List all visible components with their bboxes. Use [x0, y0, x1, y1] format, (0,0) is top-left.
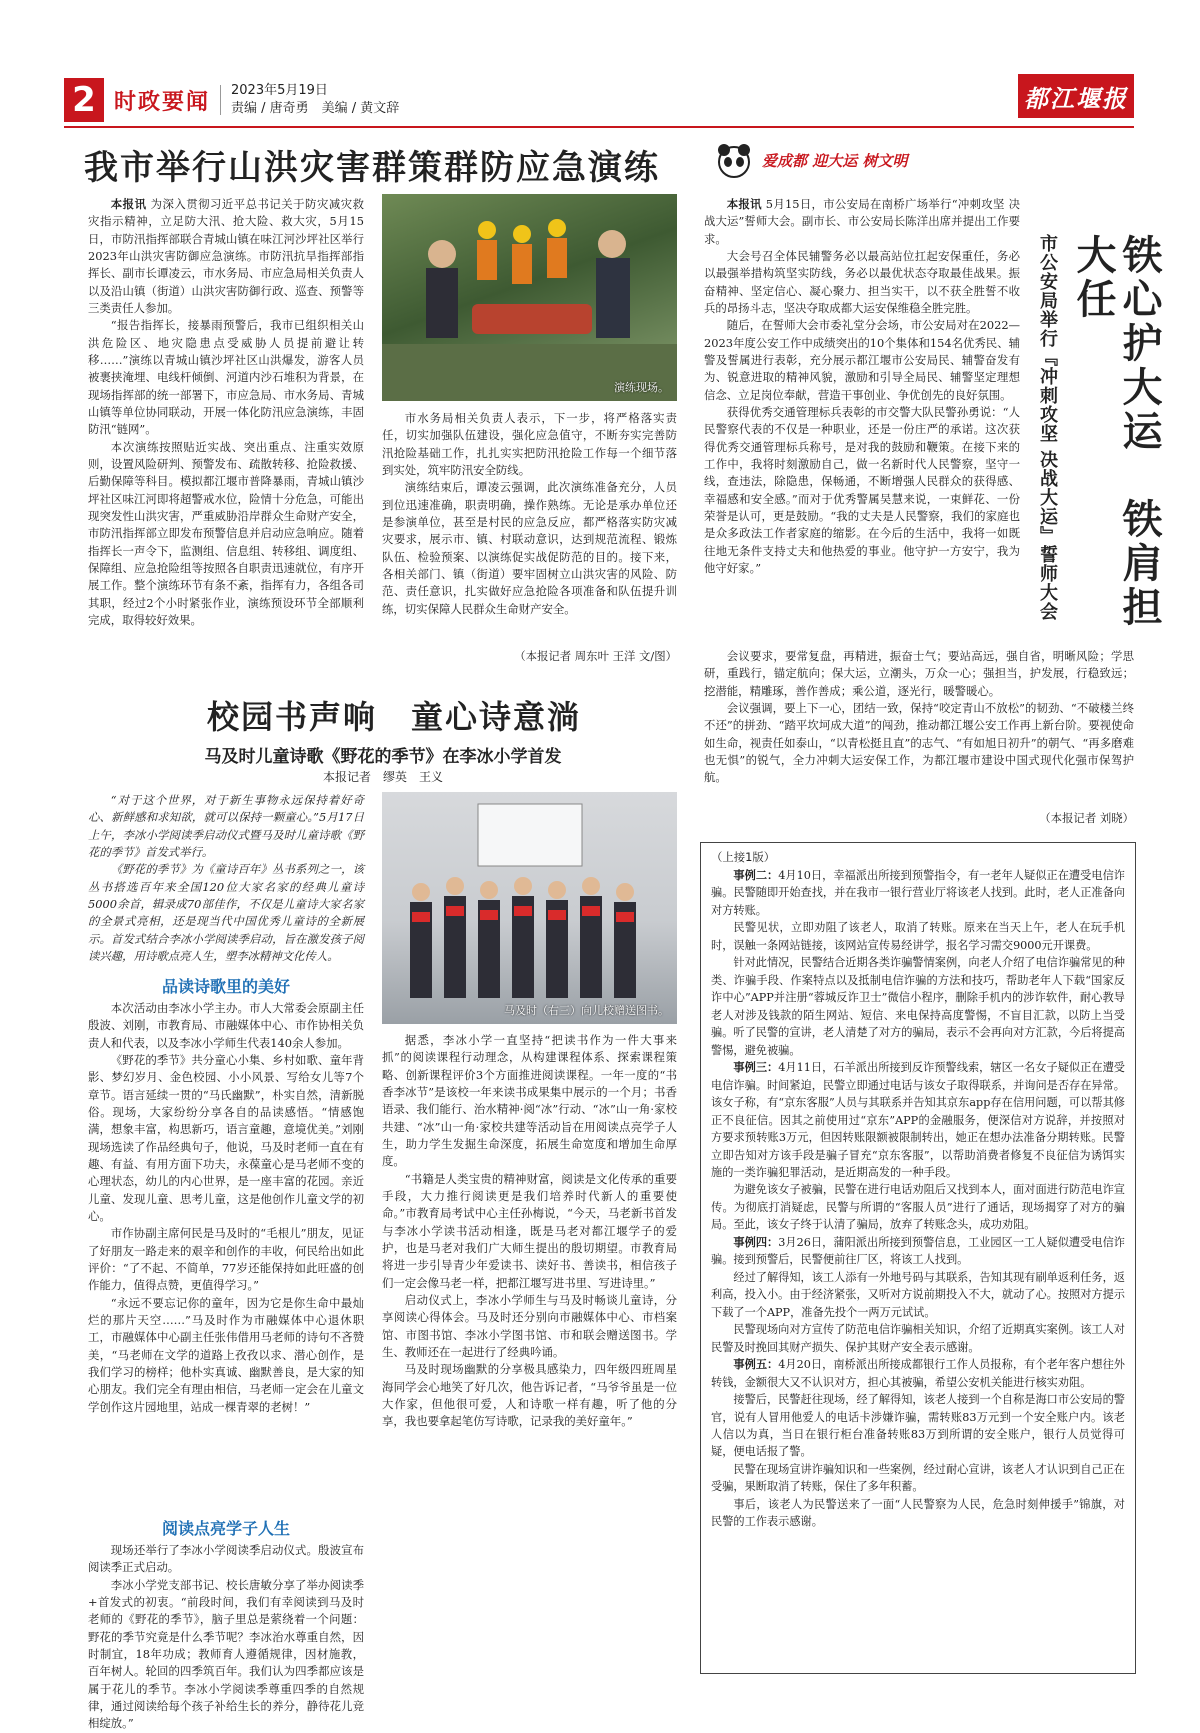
paragraph: 本次演练按照贴近实战、突出重点、注重实效原则，设置风险研判、预警发布、疏散转移、抢险救援、后勤保障等科目。模拟都江堰市普降暴雨，青城山镇沙坪社区味江河即将超警戒水位，险情十分危急，可能出现突发性山洪灾害，严重威胁沿岸群众生命财产安全，市防汛指挥部立即发布预警信息并启动应急响应。随着指挥长一声令下，监测组、信息组、转移组、调度组、保障组、应急抢险组等按照各自职责迅速就位，有序开展工作。整个演练环节有条不紊，指挥有力，各组各司其职，经过2个小时紧张作业，演练预设环节全部顺利完成，取得较好效果。 — [88, 439, 364, 627]
paragraph-text: 5月15日，市公安局在南桥广场举行“冲刺攻坚 决战大运”誓师大会。副市长、市公安局长陈洋出席并提出工作要求。 — [704, 197, 1020, 246]
case-item: 事例四：3月26日，蒲阳派出所接到预警信息，工业园区一工人疑似遭受电信诈骗。接到预警后，民警便前往厂区，将该工人找到。 — [711, 1234, 1125, 1267]
article3-intro — [88, 792, 364, 965]
continuation-box — [700, 842, 1136, 1674]
campaign-banner — [712, 140, 962, 180]
issue-date: 2023年5月19日 — [231, 83, 328, 99]
section-title: 时政要闻 — [114, 89, 211, 115]
paragraph-text: 为深入贯彻习近平总书记关于防灾减灾救灾指示精神，立足防大汛、抢大险、救大灾，5月15日，市防汛指挥部联合青城山镇在味江河沙坪社区举行2023年山洪灾害防御应急演练。市防汛抗旱指挥部指挥长、副市长谭凌云，市水务局、市应急局相关负责人以及沿山镇（街道）山洪灾害防御行政、巡查、预警等三类责任人参加。 — [88, 197, 364, 315]
ceremony-photo — [382, 792, 677, 1024]
article1-col1 — [88, 196, 364, 629]
article1-title: 我市举行山洪灾害群策群防应急演练 — [84, 148, 660, 188]
rescue-scene-illustration — [382, 194, 677, 401]
article3-col1b — [88, 1542, 364, 1733]
subheading: 品读诗歌里的美好 — [161, 977, 290, 996]
article1-credit: （本报记者 周东叶 王洋 文/图） — [514, 649, 677, 663]
subheading: 阅读点亮学子人生 — [161, 1519, 290, 1538]
paragraph: 随后，在誓师大会市委礼堂分会场，市公安局对在2022—2023年度公安工作中成绩突出的10个集体和154名优秀民、辅警及誓属进行表彰，充分展示都江堰市公安局民、辅警奋发有为、锐意进取的精神风貌，激励和引导全局民、辅警坚定理想信念、立足岗位奉献，营造干事创业、争优创先的良好氛围。 — [704, 318, 1020, 402]
paragraph: “报告指挥长，接暴雨预警后，我市已组织相关山洪危险区、地灾隐患点受威胁人员提前避让转移……”演练以青城山镇沙坪社区山洪爆发，游客人员被裹挟淹埋、电线杆倾倒、河道内沙石堆积为背景，在现场指挥部的统一部署下，市应急局、市水务局、青城山镇等单位协同联动，开展一体化防汛应急演练，丰固防汛“链网”。 — [88, 318, 364, 437]
ceremony-scene-illustration — [382, 792, 677, 1024]
article2-credit: （本报记者 刘晓） — [1039, 811, 1134, 825]
newspaper-logo: 都江堰报 — [1018, 74, 1134, 118]
paragraph: 市作协副主席何民是马及时的“毛根儿”朋友，见证了好朋友一路走来的艰辛和创作的丰收，何民给出如此评价：“了不起、不简单，77岁还能保持如此旺盛的创作能力，值得点赞，更值得学习。” — [88, 1226, 364, 1293]
page-number: 2 — [64, 78, 104, 122]
paragraph: “书籍是人类宝贵的精神财富，阅读是文化传承的重要手段，大力推行阅读更是我们培养时代新人的重要使命。”市教育局考试中心主任孙梅说，“今天，马老新书首发与李冰小学读书活动相逢，既是马老对都江堰学子的爱护，也是马老对我们广大师生提出的殷切期望。市教育局将进一步引导青少年爱读书、读好书、善读书，相信孩子们一定会像马老一样，把都江堰写进书里、写进诗里。” — [382, 1171, 677, 1290]
panda-mascot-icon — [712, 140, 756, 180]
drill-photo — [382, 194, 677, 401]
paragraph: 获得优秀交通管理标兵表彰的市交警大队民警孙勇说：“人民警察代表的不仅是一种职业，还是一份庄严的承诺。这次获得优秀交通管理标兵称号，是对我的鼓励和鞭策。在接下来的工作中，我将时刻激励自己，做一名新时代人民警察，坚守一线，查违法，除隐患，保畅通，不断增强人民群众的获得感、幸福感和安全感。”而对于优秀警属吴慧来说，一束鲜花、一份荣誉是认可，更是鼓励。“我的丈夫是人民警察，我们的家庭也是众多政法工作者家庭的缩影。在今后的生活中，我将一如既往地无条件支持丈夫和他热爱的事业。他守护一方安宁，我为他守好家。” — [704, 404, 1020, 575]
paragraph: 李冰小学党支部书记、校长唐敏分享了举办阅读季+首发式的初衷。“前段时间，我们有幸阅读到马及时老师的《野花的季节》，脑子里总是萦绕着一个问题：野花的季节究竟是什么季节呢？李冰治水尊重自然，因时制宜，18年功成；教师育人遵循规律，因材施教，百年树人。轮回的四季筑百年。我们认为四季都应该是属于花儿的季节。李冰小学阅读季尊重四季的自然规律，通过阅读给每个孩子补给生长的养分，静待花儿竞相绽放。” — [88, 1577, 364, 1731]
banner-text: 爱成都 迎大运 树文明 — [762, 151, 908, 170]
paragraph: 据悉，李冰小学一直坚持“把读书作为一件大事来抓”的阅读课程行动理念，从构建课程体系、探索课程策略、创新课程评价3个方面推进阅读课程。一年一度的“书香李冰节”是该校一年来读书成果集中展示的一个月；书香语录、我们能行、治水精神·阅“冰”行动、“冰”山一角·家校共建、“冰”山一角·家校共建等活动旨在用阅读点亮学子人生，助力学生发掘生命深度，拓展生命宽度和增加生命厚度。 — [382, 1033, 677, 1169]
case-item: 事例三：4月11日，石羊派出所接到反诈预警线索，辖区一名女子疑似正在遭受电信诈骗。时间紧迫，民警立即通过电话与该女子取得联系，并询问是否存在异常。该女子称，有“京东客服”人员与其联系并告知其京东app存在信用问题，可以帮其修正不良征信。因其之前使用过“京东”APP的金融服务，便深信对方说辞，并按照对方要求预转账3万元，但因转账限额被限制转出，她正在想办法准备分期转账。民警立即告知对方该手段是骗子冒充“京东客服”，以帮助消费者修复不良征信为诱饵实施的一类诈骗犯罪活动，是近期高发的一种手段。 — [711, 1060, 1125, 1179]
paragraph: 大会号召全体民辅警务必以最高站位扛起安保重任，务必以最强举措构筑坚实防线，务必以最优状态夺取最佳战果。振奋精神、坚定信心、凝心聚力、担当实干，以不获全胜誓不收兵的昂扬斗志，坚决夺取成都大运安保维稳全胜完胜。 — [704, 248, 1020, 315]
paragraph: 《野花的季节》为《童诗百年》丛书系列之一，该丛书搭选百年来全国120位大家名家的经典儿童诗5000余首，辑录成70部佳作，不仅是儿童诗大家名家的全景式亮相，还是现当代中国优秀儿童诗的全新展示。首发式结合李冰小学阅读季启动，旨在激发孩子阅读兴趣，用诗歌点亮人生，塑李冰精神文化传人。 — [88, 862, 364, 963]
article2-subtitle: 市公安局举行『冲刺攻坚 决战大运』誓师大会 — [1037, 234, 1058, 622]
continuation-label: （上接1版） — [711, 850, 776, 864]
paragraph: 马及时现场幽默的分享极具感染力，四年级四班周星海同学会心地笑了好几次，他告诉记者，“马爷爷虽是一位大作家，但他很可爱，人和诗歌一样有趣，听了他的分享，我也要拿起笔仿写诗歌，记录我的美好童年。” — [382, 1362, 677, 1429]
article2-title-a: 铁心护大运 — [1116, 234, 1163, 454]
article3-byline: 本报记者 缪英 王义 — [322, 770, 443, 784]
paragraph: 市水务局相关负责人表示，下一步，将严格落实责任，切实加强队伍建设，强化应急值守，不断夯实完善防汛抢险基础工作，扎扎实实把防汛抢险工作每一个细节落到实处，筑牢防汛安全防线。 — [382, 411, 677, 477]
article3-title: 校园书声响 童心诗意淌 — [206, 698, 581, 736]
paragraph: 会议要求，要常复盘，再精进，振奋士气；要站高远，强自省，明晰风险；学思研，重践行，锚定航向；保大运，立潮头，万众一心；强担当，护发展，行稳致远；挖潜能，精雕琢，善作善成；乘公道，逐光行，暖警暖心。 — [704, 649, 1134, 698]
paragraph: 演练结束后，谭凌云强调，此次演练准备充分，人员到位迅速准确，职责明确，操作熟练。无论是承办单位还是参演单位，甚至是村民的应急反应，都严格落实防灾减灾要求，展示市、镇、村联动意识，达到规范流程、锻炼队伍、检验预案、以演练促实战促防范的目的。接下来，各相关部门、镇（街道）要牢固树立山洪灾害的风险、防范、责任意识，扎实做好应急抢险各项准备和队伍提升训练，切实保障人民群众生命财产安全。 — [382, 480, 677, 616]
paragraph: “对于这个世界，对于新生事物永远保持着好奇心、新鲜感和求知欲，就可以保持一颗童心。”5月17日上午，李冰小学阅读季启动仪式暨马及时儿童诗歌《野花的季节》首发式举行。 — [88, 793, 364, 859]
paragraph: 接警后，民警赶往现场，经了解得知，该老人接到一个自称是海口市公安局的警官，说有人冒用他爱人的电话卡涉嫌诈骗，需转账83万元到一个安全账户内。该老人信以为真，当日在银行柜台准备转账83万到所谓的安全账户，银行人员觉得可疑，便电话报了警。 — [711, 1393, 1125, 1459]
case-item: 事例二：4月10日，幸福派出所接到预警指令，有一老年人疑似正在遭受电信诈骗。民警随即开始查找，并在我市一银行营业厅将该老人找到。此时，老人正准备向对方转账。 — [711, 868, 1125, 917]
paragraph — [88, 196, 364, 317]
header-rule — [64, 126, 1134, 128]
paragraph: 事后，该老人为民警送来了一面“人民警察为人民，危急时刻伸援手”锦旗，对民警的工作表示感谢。 — [711, 1497, 1125, 1529]
article3-subtitle: 马及时儿童诗歌《野花的季节》在李冰小学首发 — [204, 747, 562, 767]
photo-caption: 马及时（右三）向儿校赠送图书。 — [504, 1004, 669, 1017]
paragraph: 现场还举行了李冰小学阅读季启动仪式。殷波宣布阅读季正式启动。 — [88, 1543, 364, 1575]
article2-title — [1070, 234, 1162, 654]
article2-body-wide — [704, 648, 1134, 787]
lead-label: 本报讯 — [110, 197, 147, 211]
article2-body — [704, 196, 1020, 577]
paragraph: 为避免该女子被骗，民警在进行电话劝阻后又找到本人，面对面进行防范电诈宣传。为彻底打消疑虑，民警与所谓的“客服人员”进行了通话，现场揭穿了对方的骗局。至此，该女子终于认清了骗局，放弃了转账念头，成功劝阻。 — [711, 1183, 1125, 1232]
case-item: 事例五：4月20日，南桥派出所接成都银行工作人员报称，有个老年客户想往外转钱，金额很大又不认识对方，担心其被骗，希望公安机关能进行核实劝阻。 — [711, 1357, 1125, 1389]
editors: 责编 / 唐奇勇 美编 / 黄文辞 — [231, 101, 400, 116]
paragraph: 会议强调，要上下一心，团结一致，保持“咬定青山不放松”的韧劲、“不破楼兰终不还”的拼劲、“踏平坎坷成大道”的闯劲，推动都江堰公安工作再上新台阶。要视使命如生命，视责任如泰山，“以青松挺且直”的志气、“有如旭日初升”的朝气、“再多磨难也无惧”的锐气，全力冲刺大运安保工作，为都江堰市建设中国式现代化强市保驾护航。 — [704, 700, 1134, 785]
paragraph — [704, 196, 1020, 248]
case-list — [711, 867, 1125, 1531]
article3-col1 — [88, 1000, 364, 1416]
paragraph: 针对此情况，民警结合近期各类诈骗警情案例，向老人介绍了电信诈骗常见的种类、诈骗手段、作案特点以及抵制电信诈骗的方法和技巧，帮助老年人下载“国家反诈中心”APP并注册“蓉城反诈卫士”微信小程序，删除手机内的涉诈软件，耐心教导老人对涉及钱款的陌生网站、短信、来电保持高度警惕，不盲目汇款，以防上当受骗。听了民警的宣讲，老人清楚了对方的骗局，表示不会再向对方汇款，今后将提高警惕，避免被骗。 — [711, 956, 1125, 1057]
paragraph: 民警见状，立即劝阻了该老人，取消了转账。原来在当天上午，老人在玩手机时，误触一条网站链接，该网站宣传易经讲学，报名学习需交9000元开课费。 — [711, 921, 1125, 952]
paragraph: 民警现场向对方宣传了防范电信诈骗相关知识，介绍了近期真实案例。该工人对民警及时挽回其财产损失、保护其财产安全表示感谢。 — [711, 1323, 1125, 1354]
divider — [220, 85, 221, 115]
article2-title-b: 铁肩担大任 — [1070, 234, 1163, 630]
paragraph: 经过了解得知，该工人添有一外地号码与其联系，告知其现有刷单返利任务，返利高，投入小。由于经济紧张，又听对方说前期投入不大，就动了心。按照对方提示下载了一个APP，准备先投个一两万元试试。 — [711, 1270, 1125, 1319]
paragraph: “永远不要忘记你的童年，因为它是你生命中最灿烂的那片天空……”马及时作为市融媒体中心退休职工，市融媒体中心副主任张伟借用马老师的诗句不吝赞美，“马老师在文学的道路上孜孜以求、潜心创作，是我们学习的榜样；他朴实真诚、幽默善良，是大家的知心朋友。我们完全有理由相信，马老师一定会在儿童文学创作这片园地里，站成一棵青翠的老树！” — [88, 1295, 364, 1414]
article1-col2 — [382, 410, 677, 618]
page-header — [64, 78, 399, 122]
paragraph: 启动仪式上，李冰小学师生与马及时畅谈儿童诗，分享阅读心得体会。马及时还分别向市融媒体中心、市档案馆、市图书馆、李冰小学图书馆、市和联会赠送图书。学生、教师还在一起进行了经典吟诵。 — [382, 1292, 677, 1359]
paragraph: 民警在现场宣讲诈骗知识和一些案例，经过耐心宣讲，该老人才认识到自己正在受骗，果断取消了转账，保住了多年积蓄。 — [711, 1462, 1125, 1494]
photo-caption: 演练现场。 — [614, 381, 669, 394]
article3-col2 — [382, 1032, 677, 1431]
paragraph: 《野花的季节》共分童心小集、乡村如歌、童年背影、梦幻岁月、金色校园、小小风景、写给女儿等7个章节。语言延续一贯的“马氏幽默”，朴实自然，清新脱俗。现场，大家纷纷分享各自的品读感悟。“情感饱满，想象丰富，构思新巧，语言童趣，意境优美。”刘刚现场选读了作品经典句子，他说，马及时老师一直在有趣、有益、有用方面下功夫，永葆童心是马老师不变的心理状态，幼儿的内心世界，是一座丰富的花园。亲近儿童、发现儿童、思考儿童，这是他创作儿童文学的初心。 — [88, 1052, 364, 1223]
header-meta — [231, 82, 399, 117]
lead-label: 本报讯 — [726, 197, 762, 211]
paragraph: 本次活动由李冰小学主办。市人大常委会原副主任殷波、刘刚，市教育局、市融媒体中心、市作协相关负责人和代表，以及李冰小学师生代表140余人参加。 — [88, 1001, 364, 1050]
